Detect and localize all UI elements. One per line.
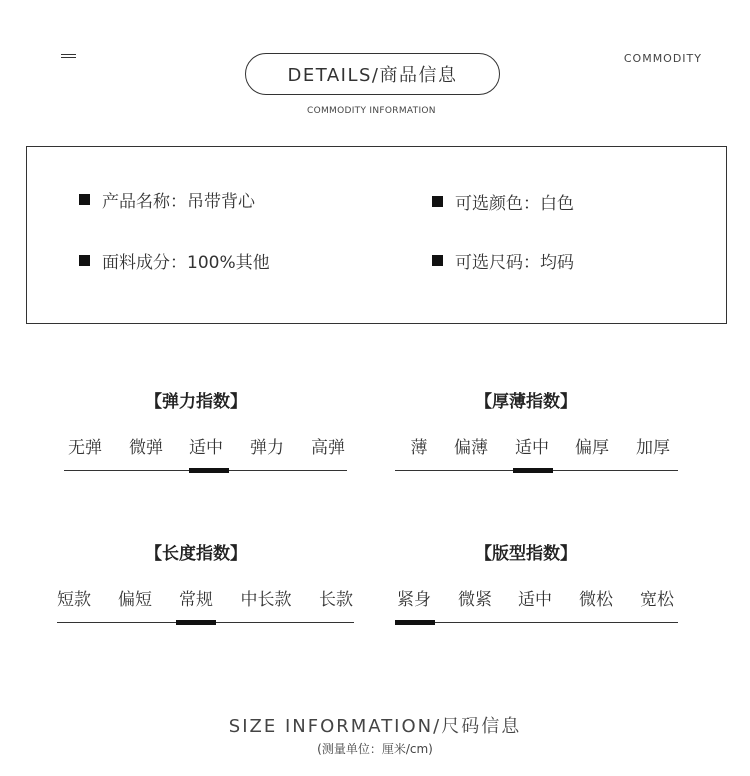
scale-option: 适中 <box>189 438 223 458</box>
scale-option: 弹力 <box>250 438 284 458</box>
bullet-square-icon <box>432 255 443 266</box>
scale-option: 紧身 <box>397 590 431 610</box>
commodity-label: COMMODITY <box>623 52 702 65</box>
fit-scale <box>0 585 750 635</box>
scale-option: 短款 <box>57 590 91 610</box>
scale-option: 加厚 <box>636 438 670 458</box>
info-color-text: 可选颜色：白色 <box>455 194 574 214</box>
info-item-fabric <box>79 248 270 273</box>
menu-icon[interactable] <box>61 54 76 60</box>
scale-option: 薄 <box>410 438 428 458</box>
thickness-index-title: 【厚薄指数】 <box>475 392 577 412</box>
details-title-pill <box>245 53 500 95</box>
scale-option: 适中 <box>518 590 552 610</box>
length-index-title: 【长度指数】 <box>145 544 247 564</box>
scale-selected-marker <box>513 468 553 473</box>
bullet-square-icon <box>79 255 90 266</box>
scale-option: 微紧 <box>458 590 492 610</box>
scale-option: 无弹 <box>68 438 102 458</box>
fit-index-title: 【版型指数】 <box>475 544 577 564</box>
scale-option: 偏厚 <box>575 438 609 458</box>
size-info-subtitle: (测量单位：厘米/cm) <box>317 742 433 756</box>
scale-option: 常规 <box>179 590 213 610</box>
scale-selected-marker <box>395 620 435 625</box>
info-size-text: 可选尺码：均码 <box>455 253 574 273</box>
info-fabric-text: 面料成分：100%其他 <box>102 253 270 273</box>
info-item-size <box>432 248 574 273</box>
bullet-square-icon <box>79 194 90 205</box>
scale-option: 适中 <box>515 438 549 458</box>
scale-option: 微弹 <box>129 438 163 458</box>
scale-option: 微松 <box>579 590 613 610</box>
scale-option: 宽松 <box>640 590 674 610</box>
size-info-title: SIZE INFORMATION/尺码信息 <box>228 716 522 737</box>
scale-option: 偏短 <box>118 590 152 610</box>
info-item-color <box>432 189 574 214</box>
scale-option: 高弹 <box>311 438 345 458</box>
scale-option: 偏薄 <box>454 438 488 458</box>
scale-option: 长款 <box>319 590 353 610</box>
scale-option: 中长款 <box>240 590 292 610</box>
scale-baseline <box>395 622 678 623</box>
bullet-square-icon <box>432 196 443 207</box>
thickness-scale <box>0 433 750 483</box>
info-name-text: 产品名称：吊带背心 <box>102 192 255 212</box>
elasticity-index-title: 【弹力指数】 <box>145 392 247 412</box>
info-item-name <box>79 187 255 212</box>
details-title: DETAILS/商品信息 <box>287 65 458 86</box>
product-info-box <box>26 146 727 324</box>
details-subtitle: COMMODITY INFORMATION <box>307 106 436 116</box>
